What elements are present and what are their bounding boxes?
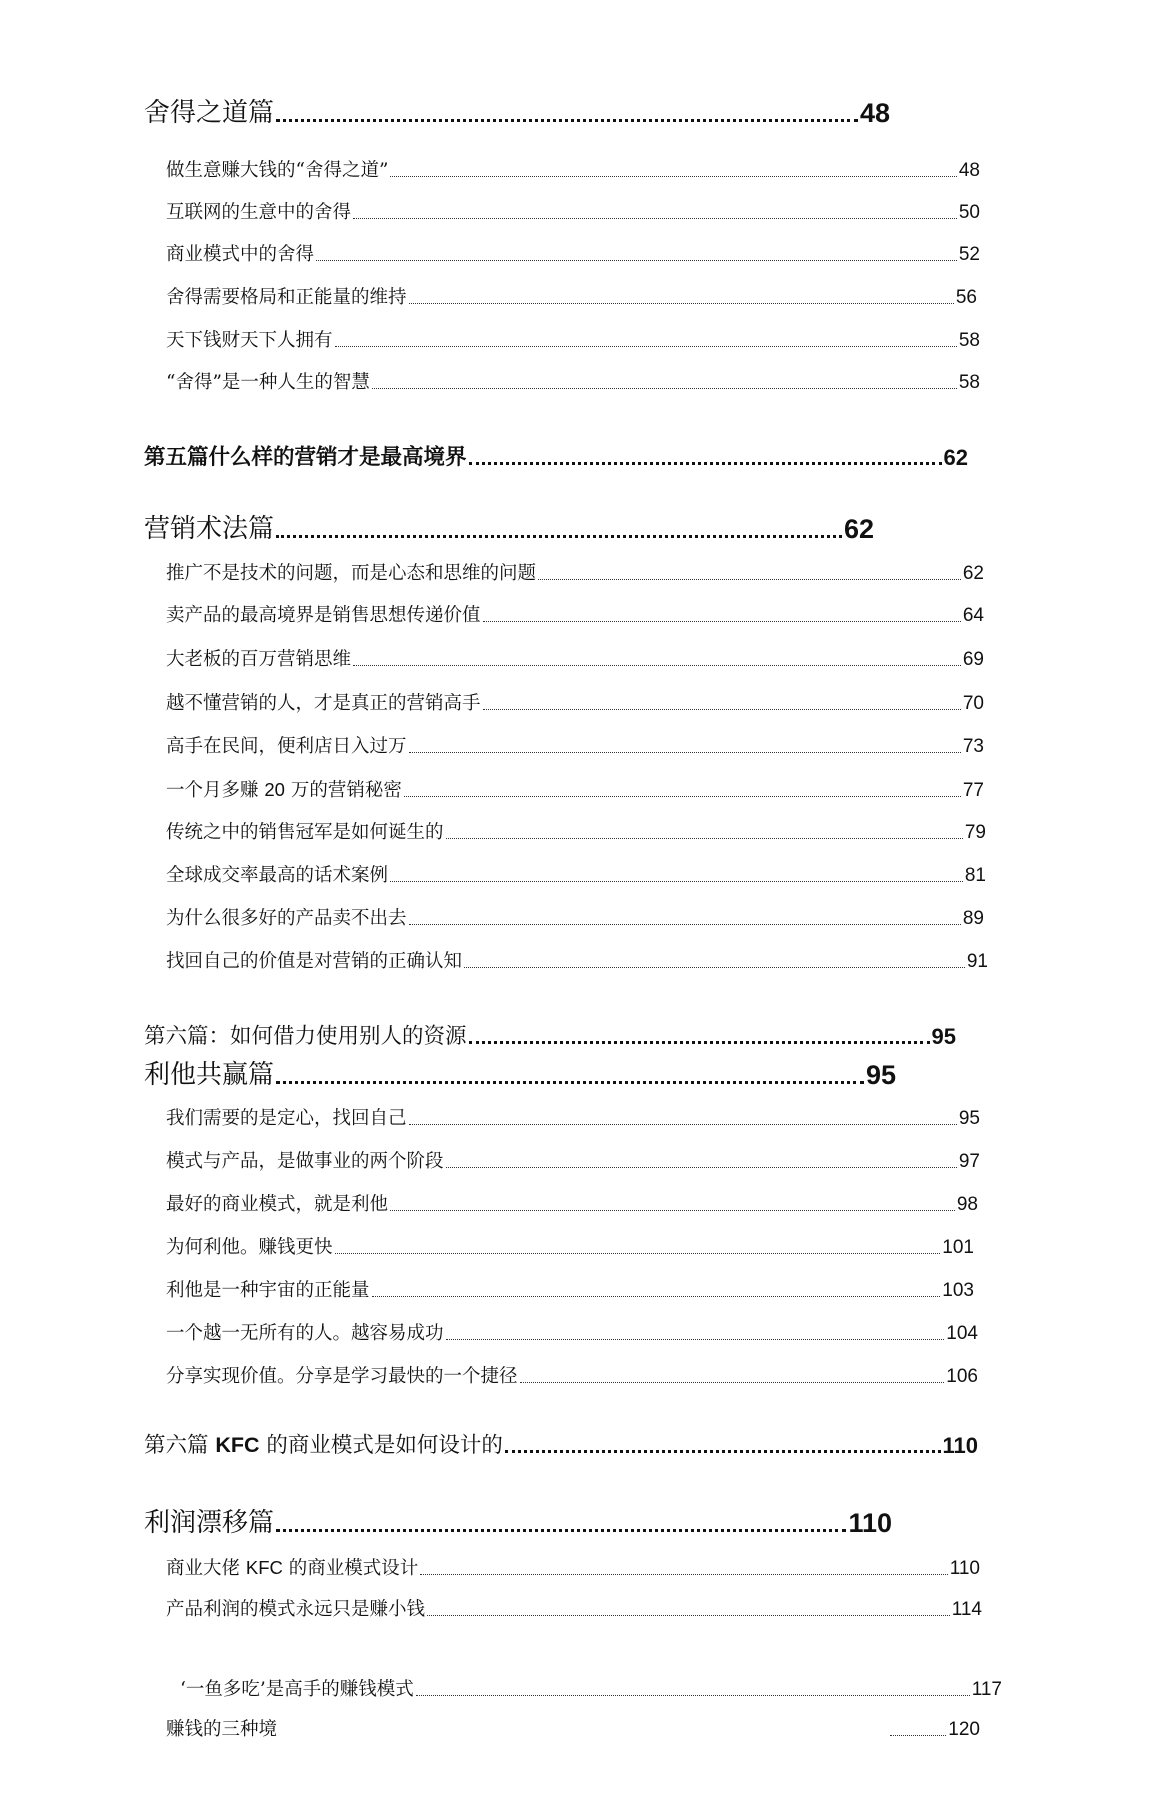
toc-page-number: 48 <box>958 160 980 181</box>
toc-entry[interactable] <box>166 240 980 266</box>
toc-entry-title: 利润漂移篇 <box>144 1508 275 1538</box>
toc-page-number: 79 <box>964 822 986 843</box>
toc-entry[interactable] <box>166 1276 974 1302</box>
toc-entry-title: 一个月多赚 20 万的营销秘密 <box>166 779 402 801</box>
toc-page-number: 52 <box>958 244 980 265</box>
toc-entry-title: 分享实现价值。分享是学习最快的一个捷径 <box>166 1366 518 1387</box>
dot-leader <box>409 1124 957 1125</box>
toc-entry-title: 互联网的生意中的舍得 <box>166 202 352 223</box>
toc-page-number: 64 <box>962 605 984 626</box>
toc-page-number: 104 <box>946 1323 978 1344</box>
dot-leader <box>416 1695 970 1696</box>
toc-entry[interactable] <box>166 1362 978 1388</box>
toc-entry[interactable] <box>166 198 980 224</box>
dot-leader <box>483 709 961 710</box>
toc-entry-title: 赚钱的三种境 <box>166 1719 278 1740</box>
toc-entry[interactable] <box>166 1104 980 1130</box>
toc-entry-title: 卖产品的最高境界是销售思想传递价值 <box>166 605 481 626</box>
toc-page-number: 117 <box>971 1679 1002 1700</box>
toc-page-number: 62 <box>943 445 968 470</box>
dot-leader <box>390 176 956 177</box>
toc-entry-title: 找回自己的价值是对营销的正确认知 <box>166 951 463 972</box>
toc-entry-title: 商业模式中的舍得 <box>166 244 315 265</box>
toc-part-heading[interactable] <box>144 1428 978 1459</box>
toc-page-number: 106 <box>946 1366 978 1387</box>
dot-leader <box>446 1339 945 1340</box>
toc-page-number: 97 <box>958 1151 980 1172</box>
toc-entry[interactable] <box>166 732 984 758</box>
dot-leader <box>427 1615 950 1616</box>
toc-part-heading[interactable] <box>144 1019 956 1050</box>
toc-page-number: 70 <box>962 693 984 714</box>
toc-entry-title: 利他是一种宇宙的正能量 <box>166 1280 370 1301</box>
toc-entry[interactable] <box>166 1319 978 1345</box>
toc-entry-title: 高手在民间，便利店日入过万 <box>166 736 407 757</box>
toc-entry-title: 一个越一无所有的人。越容易成功 <box>166 1323 444 1344</box>
dot-leader <box>409 752 961 753</box>
toc-entry[interactable] <box>166 283 977 309</box>
toc-entry-title: 模式与产品，是做事业的两个阶段 <box>166 1151 444 1172</box>
dot-leader <box>390 1210 955 1211</box>
dot-leader <box>390 881 963 882</box>
toc-entry-title: 利他共赢篇 <box>144 1060 275 1090</box>
dot-leader <box>372 1296 941 1297</box>
dot-leader <box>353 665 961 666</box>
toc-entry-title: 越不懂营销的人，才是真正的营销高手 <box>166 693 481 714</box>
toc-page-number: 73 <box>962 736 984 757</box>
toc-page-number: 110 <box>848 1508 892 1538</box>
dot-leader <box>464 967 965 968</box>
toc-entry[interactable] <box>166 1715 980 1741</box>
toc-entry[interactable] <box>166 1554 980 1580</box>
toc-entry[interactable] <box>166 1147 980 1173</box>
dot-leader <box>420 1574 947 1575</box>
toc-page-number: 58 <box>958 372 980 393</box>
toc-entry[interactable] <box>166 1190 978 1216</box>
toc-entry-title: 全球成交率最高的话术案例 <box>166 865 389 886</box>
dot-leader <box>372 388 957 389</box>
dot-leader <box>890 1735 946 1736</box>
dot-leader <box>276 1081 864 1084</box>
toc-page-number: 58 <box>958 330 980 351</box>
toc-entry[interactable] <box>166 601 984 627</box>
dot-leader <box>409 303 954 304</box>
toc-entry[interactable] <box>166 645 984 671</box>
dot-leader <box>446 838 963 839</box>
toc-page-number: 114 <box>951 1599 982 1620</box>
toc-entry-title: 商业大佬 KFC 的商业模式设计 <box>166 1557 419 1579</box>
toc-entry[interactable] <box>180 1675 1002 1701</box>
toc-entry-title: 第六篇 KFC 的商业模式是如何设计的 <box>144 1433 503 1458</box>
dot-leader <box>276 119 858 122</box>
toc-entry-title: 产品利润的模式永远只是赚小钱 <box>166 1599 426 1620</box>
dot-leader <box>538 579 961 580</box>
toc-section-heading[interactable] <box>144 1054 896 1091</box>
dot-leader <box>353 218 957 219</box>
toc-page-number: 95 <box>958 1108 980 1129</box>
dot-leader <box>276 1529 846 1532</box>
toc-page-number: 77 <box>962 780 984 801</box>
toc-page-number: 81 <box>964 865 986 886</box>
toc-entry-title: ‘一鱼多吃’是高手的赚钱模式 <box>180 1679 414 1700</box>
toc-part-heading[interactable] <box>144 440 968 471</box>
toc-entry[interactable] <box>166 368 980 394</box>
toc-page-number: 120 <box>948 1719 980 1740</box>
toc-entry-title: 我们需要的是定心，找回自己 <box>166 1108 407 1129</box>
dot-leader <box>505 1450 941 1453</box>
toc-page-number: 101 <box>942 1237 974 1258</box>
toc-page-number: 95 <box>931 1024 956 1049</box>
toc-section-heading[interactable] <box>144 508 874 545</box>
toc-entry-title: 舍得需要格局和正能量的维持 <box>166 287 407 308</box>
toc-entry-title: 为何利他。赚钱更快 <box>166 1237 333 1258</box>
toc-entry[interactable] <box>166 1233 974 1259</box>
toc-page-number: 110 <box>942 1433 978 1458</box>
toc-page-number: 89 <box>962 908 984 929</box>
toc-entry[interactable] <box>166 818 986 844</box>
toc-entry[interactable] <box>166 1595 982 1621</box>
dot-leader <box>276 535 842 538</box>
dot-leader <box>316 260 957 261</box>
dot-leader <box>520 1382 945 1383</box>
dot-leader <box>469 1041 930 1044</box>
toc-section-heading[interactable] <box>144 92 890 129</box>
toc-page-number: 48 <box>859 98 890 128</box>
toc-entry-title: 做生意赚大钱的“舍得之道” <box>166 160 389 181</box>
toc-entry-title: 第六篇：如何借力使用别人的资源 <box>144 1024 467 1049</box>
toc-page-number: 56 <box>955 287 977 308</box>
dot-leader <box>409 924 961 925</box>
toc-page-number: 103 <box>942 1280 974 1301</box>
dot-leader <box>446 1167 957 1168</box>
toc-entry-title: 舍得之道篇 <box>144 98 275 128</box>
toc-entry[interactable] <box>166 776 984 802</box>
toc-page-number: 91 <box>966 951 988 972</box>
toc-page-number: 69 <box>962 649 984 670</box>
toc-entry-title: “舍得”是一种人生的智慧 <box>166 372 370 393</box>
dot-leader <box>335 346 957 347</box>
toc-entry[interactable] <box>166 861 986 887</box>
toc-entry-title: 营销术法篇 <box>144 514 275 544</box>
toc-entry-title: 为什么很多好的产品卖不出去 <box>166 908 407 929</box>
toc-entry-title: 第五篇什么样的营销才是最高境界 <box>144 445 467 470</box>
toc-entry-title: 天下钱财天下人拥有 <box>166 330 333 351</box>
dot-leader <box>469 462 942 465</box>
toc-entry[interactable] <box>166 904 984 930</box>
toc-entry[interactable] <box>166 326 980 352</box>
toc-entry-title: 传统之中的销售冠军是如何诞生的 <box>166 822 444 843</box>
dot-leader <box>335 1253 941 1254</box>
toc-entry[interactable] <box>166 689 984 715</box>
dot-leader <box>483 621 961 622</box>
toc-section-heading[interactable] <box>144 1502 892 1539</box>
dot-leader <box>404 796 961 797</box>
toc-entry[interactable] <box>166 559 984 585</box>
toc-page-number: 95 <box>865 1060 896 1090</box>
toc-entry-title: 推广不是技术的问题，而是心态和思维的问题 <box>166 563 537 584</box>
toc-entry[interactable] <box>166 156 980 182</box>
toc-page-number: 50 <box>958 202 980 223</box>
toc-page-number: 110 <box>949 1558 980 1579</box>
toc-page-number: 62 <box>962 563 984 584</box>
toc-entry-title: 最好的商业模式，就是利他 <box>166 1194 389 1215</box>
toc-page-number: 62 <box>843 514 874 544</box>
toc-entry-title: 大老板的百万营销思维 <box>166 649 352 670</box>
toc-page-number: 98 <box>956 1194 978 1215</box>
toc-entry[interactable] <box>166 947 988 973</box>
